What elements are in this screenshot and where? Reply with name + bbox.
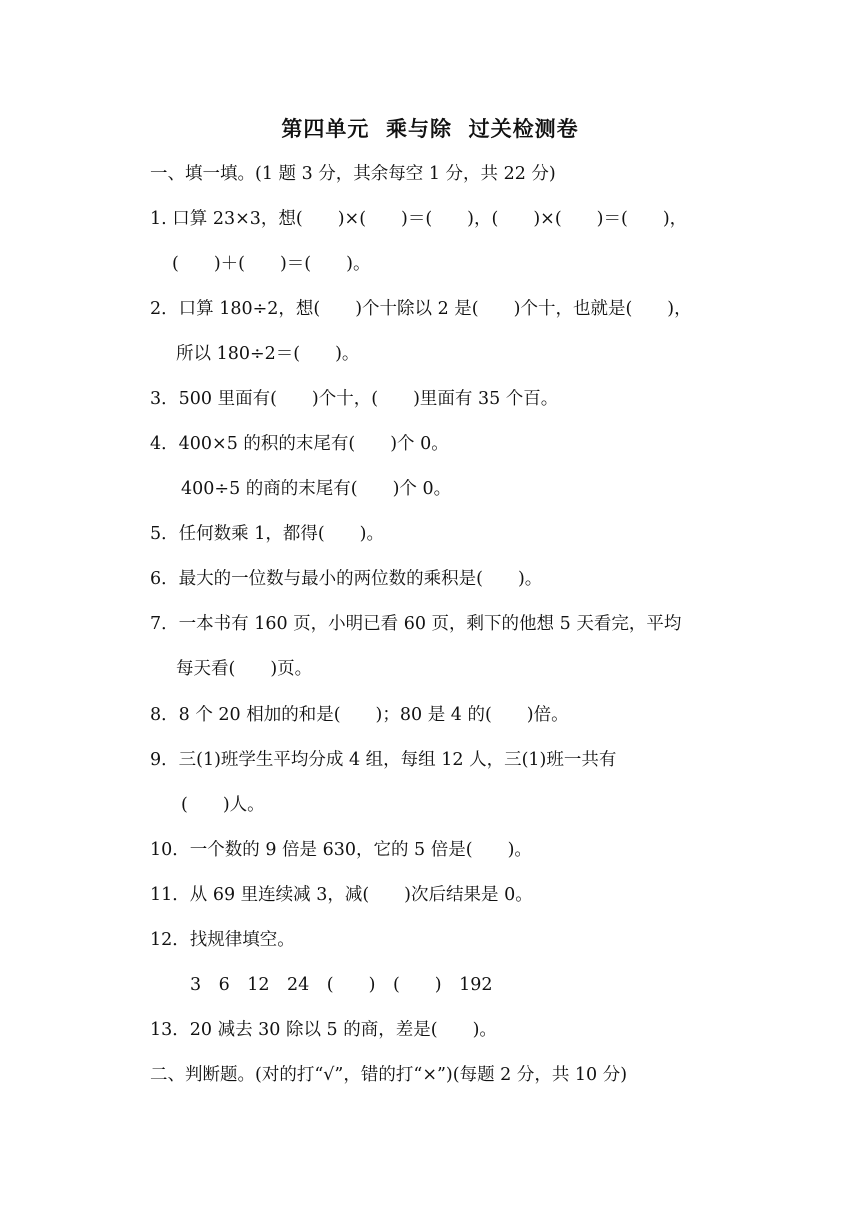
section-heading-true-false: 二、判断题。(对的打“√”，错的打“×”)(每题 2 分，共 10 分) xyxy=(150,1065,628,1085)
question-4-line-1: 4．400×5 的积的末尾有( )个 0。 xyxy=(150,434,449,454)
question-1-line-1: 1. 口算 23×3，想( )×( )＝( )，( )×( )＝( )， xyxy=(150,209,688,229)
question-9-line-2: ( )人。 xyxy=(181,795,265,815)
question-10: 10．一个数的 9 倍是 630，它的 5 倍是( )。 xyxy=(150,840,532,860)
question-8: 8．8 个 20 相加的和是( )；80 是 4 的( )倍。 xyxy=(150,705,569,725)
question-12-line-1: 12．找规律填空。 xyxy=(150,930,295,950)
question-1-line-2: ( )＋( )＝( )。 xyxy=(172,254,371,274)
question-3: 3．500 里面有( )个十，( )里面有 35 个百。 xyxy=(150,389,559,409)
question-9-line-1: 9．三(1)班学生平均分成 4 组，每组 12 人，三(1)班一共有 xyxy=(150,750,617,770)
question-2-line-1: 2．口算 180÷2，想( )个十除以 2 是( )个十，也就是( )， xyxy=(150,299,692,319)
page-title: 第四单元 乘与除 过关检测卷 xyxy=(281,117,579,141)
question-4-line-2: 400÷5 的商的末尾有( )个 0。 xyxy=(181,479,452,499)
question-5: 5．任何数乘 1，都得( )。 xyxy=(150,524,384,544)
question-7-line-1: 7．一本书有 160 页，小明已看 60 页，剩下的他想 5 天看完，平均 xyxy=(150,614,682,634)
question-11: 11．从 69 里连续减 3，减( )次后结果是 0。 xyxy=(150,885,533,905)
section-heading-fill-in: 一、填一填。(1 题 3 分，其余每空 1 分，共 22 分) xyxy=(150,164,556,184)
question-13: 13．20 减去 30 除以 5 的商，差是( )。 xyxy=(150,1020,497,1040)
question-7-line-2: 每天看( )页。 xyxy=(176,659,313,679)
question-6: 6．最大的一位数与最小的两位数的乘积是( )。 xyxy=(150,569,543,589)
question-2-line-2: 所以 180÷2＝( )。 xyxy=(176,344,360,364)
question-12-sequence: 3 6 12 24 ( ) ( ) 192 xyxy=(190,975,493,995)
